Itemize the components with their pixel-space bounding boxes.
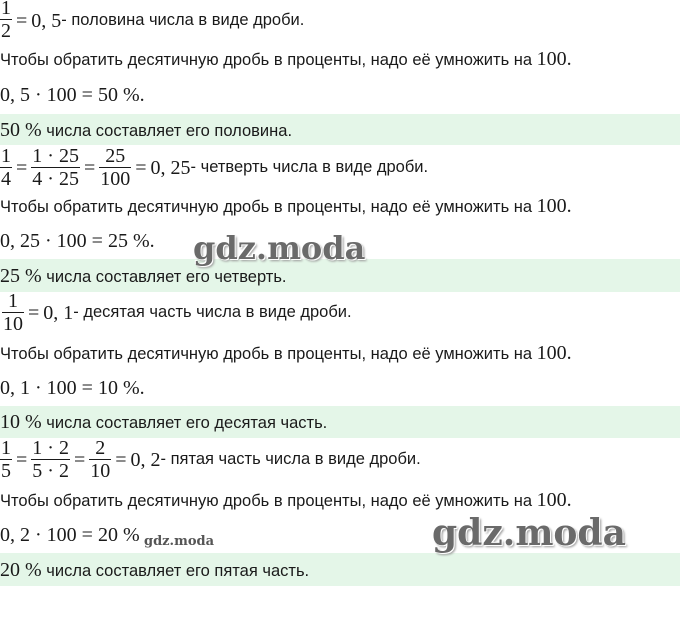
watermark-logo: gdz.moda <box>432 512 626 554</box>
result-line-4 <box>0 553 680 586</box>
rule-line-2 <box>0 196 680 218</box>
equals-sign: = <box>73 448 86 471</box>
denominator: 5 <box>1 460 11 482</box>
fraction-1-2 <box>0 0 12 41</box>
equals-sign: = <box>16 156 28 179</box>
rule-text: Чтобы обратить десятичную дробь в проценты, надо её умножить на <box>0 198 537 216</box>
rule-number: 100 <box>536 489 567 511</box>
result-text: числа составляет его десятая часть. <box>41 414 328 432</box>
description-text: - десятая часть числа в виде дроби. <box>73 303 352 322</box>
result-text: числа составляет его четверть. <box>41 268 287 286</box>
equals-sign: = <box>28 301 40 324</box>
fraction-expanded <box>31 438 70 481</box>
numerator: 2 <box>89 438 111 460</box>
denominator: 5 · 2 <box>32 460 69 482</box>
result-percent: 25 % <box>0 265 42 287</box>
rule-line-1 <box>0 49 680 71</box>
numerator: 1 <box>1 437 11 459</box>
fraction-line-4 <box>0 438 680 482</box>
rule-number: 100 <box>536 342 567 364</box>
fraction-1-10 <box>2 291 24 334</box>
numerator: 25 <box>99 146 131 168</box>
equals-sign: = <box>115 448 127 471</box>
fraction-2-10 <box>89 438 111 481</box>
fraction-line-1 <box>0 0 680 42</box>
equals-sign: = <box>135 156 147 179</box>
denominator: 100 <box>100 168 131 190</box>
fraction-line-2 <box>0 146 680 190</box>
denominator: 2 <box>1 20 11 42</box>
decimal-value: 0, 1 <box>43 301 74 324</box>
result-percent: 10 % <box>0 411 42 433</box>
decimal-value: 0, 5 <box>31 9 62 32</box>
denominator: 4 · 25 <box>32 168 79 190</box>
calculation-line-4: 0, 2 · 100 = 20 % <box>0 524 140 546</box>
result-text: числа составляет его пятая часть. <box>41 562 310 580</box>
rule-number: 100 <box>536 195 567 217</box>
rule-period: . <box>566 195 572 217</box>
calculation-line-2: 0, 25 · 100 = 25 %. <box>0 230 155 252</box>
fraction-line-3 <box>0 291 680 335</box>
rule-line-4 <box>0 490 680 512</box>
rule-text: Чтобы обратить десятичную дробь в проценты, надо её умножить на <box>0 492 537 510</box>
result-percent: 50 % <box>0 119 42 141</box>
result-text: числа составляет его половина. <box>41 122 293 140</box>
denominator: 10 <box>90 460 111 482</box>
fraction-1-4 <box>0 146 12 189</box>
decimal-value: 0, 2 <box>130 448 161 471</box>
rule-text: Чтобы обратить десятичную дробь в проценты, надо её умножить на <box>0 345 537 363</box>
equals-sign: = <box>16 9 28 32</box>
denominator: 4 <box>1 168 11 190</box>
equals-sign: = <box>16 448 28 471</box>
description-text: - четверть числа в виде дроби. <box>190 158 429 177</box>
fraction-expanded <box>31 146 80 189</box>
rule-text: Чтобы обратить десятичную дробь в проценты, надо её умножить на <box>0 51 537 69</box>
rule-line-3 <box>0 343 680 365</box>
description-text: - пятая часть числа в виде дроби. <box>160 450 421 469</box>
fraction-25-100 <box>99 146 131 189</box>
fraction-1-5 <box>0 438 12 481</box>
equals-sign: = <box>83 156 96 179</box>
numerator: 1 <box>2 291 24 313</box>
denominator: 10 <box>3 313 23 335</box>
numerator: 1 · 25 <box>32 145 79 167</box>
rule-period: . <box>566 48 572 70</box>
numerator: 1 · 2 <box>32 437 69 459</box>
rule-period: . <box>566 489 572 511</box>
numerator: 1 <box>1 145 11 167</box>
numerator: 1 <box>1 0 11 19</box>
result-line-1 <box>0 114 680 145</box>
description-text: - половина числа в виде дроби. <box>61 11 305 30</box>
result-line-3 <box>0 406 680 438</box>
rule-period: . <box>566 342 572 364</box>
calculation-line-3: 0, 1 · 100 = 10 %. <box>0 377 145 399</box>
watermark-logo: gdz.moda <box>193 229 366 267</box>
result-percent: 20 % <box>0 559 42 581</box>
rule-number: 100 <box>536 48 567 70</box>
calculation-line-1: 0, 5 · 100 = 50 %. <box>0 84 145 106</box>
watermark-logo-small: gdz.moda <box>144 534 215 549</box>
decimal-value: 0, 25 <box>150 156 191 179</box>
